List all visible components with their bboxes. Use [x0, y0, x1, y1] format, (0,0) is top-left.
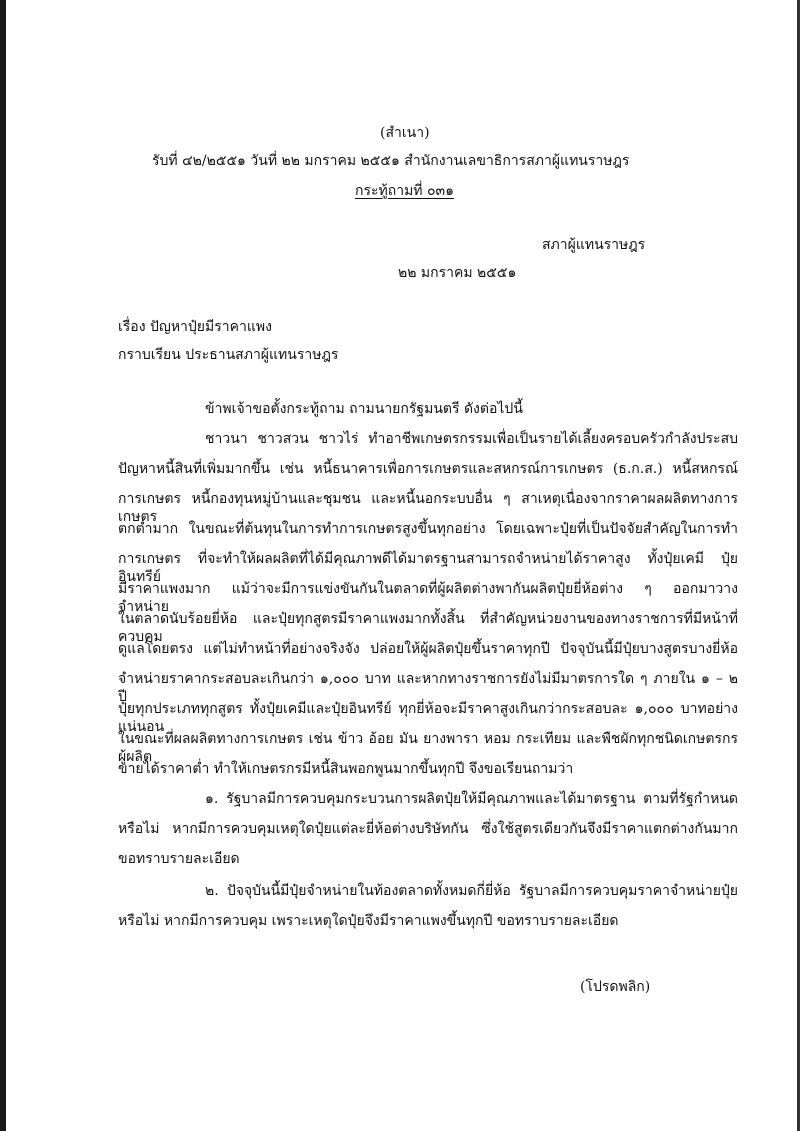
body-line: ปุ๋ยทุกประเภททุกสูตร ทั้งปุ๋ยเคมีและปุ๋ยอินทรีย์ ทุกยี่ห้อจะมีราคาสูงเกินกว่ากระสอบละ ๑,๐๐๐ บาทอย่างแน่นอน — [118, 701, 738, 735]
salutation: กราบเรียน ประธานสภาผู้แทนราษฎร — [118, 347, 339, 363]
body-line: การเกษตร ที่จะทำให้ผลผลิตที่ได้มีคุณภาพดีได้มาตรฐานสามารถจำหน่ายได้ราคาสูง ทั้งปุ๋ยเคมี ปุ๋ยอินทรีย์ — [118, 551, 738, 585]
body-line: ตกต่ำมาก ในขณะที่ต้นทุนในการทำการเกษตรสูงขึ้นทุกอย่าง โดยเฉพาะปุ๋ยที่เป็นปัจจัยสำคัญในการทำ — [118, 521, 738, 537]
document-date: ๒๒ มกราคม ๒๕๕๑ — [398, 265, 517, 281]
copy-mark: (สำเนา) — [380, 125, 430, 141]
please-turn-over: (โปรดพลิก) — [580, 979, 651, 995]
question-1-line: หรือไม่ หากมีการควบคุมเหตุใดปุ๋ยแต่ละยี่ห้อต่างบริษัทกัน ซึ่งใช้สูตรเดียวกันจึงมีราคาแตกต่างกันมาก — [118, 821, 738, 837]
question-2-line: หรือไม่ หากมีการควบคุม เพราะเหตุใดปุ๋ยจึงมีราคาแพงขึ้นทุกปี ขอทราบรายละเอียด — [118, 913, 619, 929]
intro-line: ข้าพเจ้าขอตั้งกระทู้ถาม ถามนายกรัฐมนตรี ดังต่อไปนี้ — [205, 401, 523, 417]
organization: สภาผู้แทนราษฎร — [542, 237, 646, 253]
body-line: มีราคาแพงมาก แม้ว่าจะมีการแข่งขันกันในตลาดที่ผู้ผลิตต่างพากันผลิตปุ๋ยยี่ห้อต่าง ๆ ออกมาวางจำหน่าย — [118, 581, 738, 615]
body-line: ชาวนา ชาวสวน ชาวไร่ ทำอาชีพเกษตรกรรมเพื่อเป็นรายได้เลี้ยงครอบครัวกำลังประสบ — [205, 431, 738, 447]
body-line: ดูแลโดยตรง แต่ไม่ทำหน้าที่อย่างจริงจัง ปล่อยให้ผู้ผลิตปุ๋ยขึ้นราคาทุกปี ปัจจุบันนี้มีปุ๋ยบางสูตรบางยี่ห้อ — [118, 641, 738, 657]
body-line: ในขณะที่ผลผลิตทางการเกษตร เช่น ข้าว อ้อย มัน ยางพารา หอม กระเทียม และพืชผักทุกชนิดเกษตรกรผู้ผลิต — [118, 731, 738, 765]
question-number: กระทู้ถามที่ ๐๓๑ — [355, 183, 454, 199]
question-1-line: ๑. รัฐบาลมีการควบคุมกระบวนการผลิตปุ๋ยให้มีคุณภาพและได้มาตรฐาน ตามที่รัฐกำหนด — [205, 791, 738, 807]
received-line: รับที่ ๔๒/๒๕๕๑ วันที่ ๒๒ มกราคม ๒๕๕๑ สำนักงานเลขาธิการสภาผู้แทนราษฎร — [152, 153, 630, 169]
scan-edge-left — [0, 0, 6, 1131]
body-line: ในตลาดนับร้อยยี่ห้อ และปุ๋ยทุกสูตรมีราคาแพงมากทั้งสิ้น ที่สำคัญหน่วยงานของทางราชการที่มีหน้าที่ควบคุม — [118, 611, 738, 645]
question-1-line: ขอทราบรายละเอียด — [118, 851, 240, 867]
body-line: จำหน่ายราคากระสอบละเกินกว่า ๑,๐๐๐ บาท และหากทางราชการยังไม่มีมาตรการใด ๆ ภายใน ๑ – ๒ ปี — [118, 671, 738, 705]
body-line: ปัญหาหนี้สินที่เพิ่มมากขึ้น เช่น หนี้ธนาคารเพื่อการเกษตรและสหกรณ์การเกษตร (ธ.ก.ส.) หนี้สหกรณ์ — [118, 461, 738, 477]
subject-line: เรื่อง ปัญหาปุ๋ยมีราคาแพง — [118, 319, 272, 335]
question-2-line: ๒. ปัจจุบันนี้มีปุ๋ยจำหน่ายในท้องตลาดทั้งหมดกี่ยี่ห้อ รัฐบาลมีการควบคุมราคาจำหน่ายปุ๋ย — [205, 883, 738, 899]
body-line: การเกษตร หนี้กองทุนหมู่บ้านและชุมชน และหนี้นอกระบบอื่น ๆ สาเหตุเนื่องจากราคาผลผลิตทางการเกษตร — [118, 491, 738, 525]
body-line: ขายได้ราคาต่ำ ทำให้เกษตรกรมีหนี้สินพอกพูนมากขึ้นทุกปี จึงขอเรียนถามว่า — [118, 761, 574, 777]
